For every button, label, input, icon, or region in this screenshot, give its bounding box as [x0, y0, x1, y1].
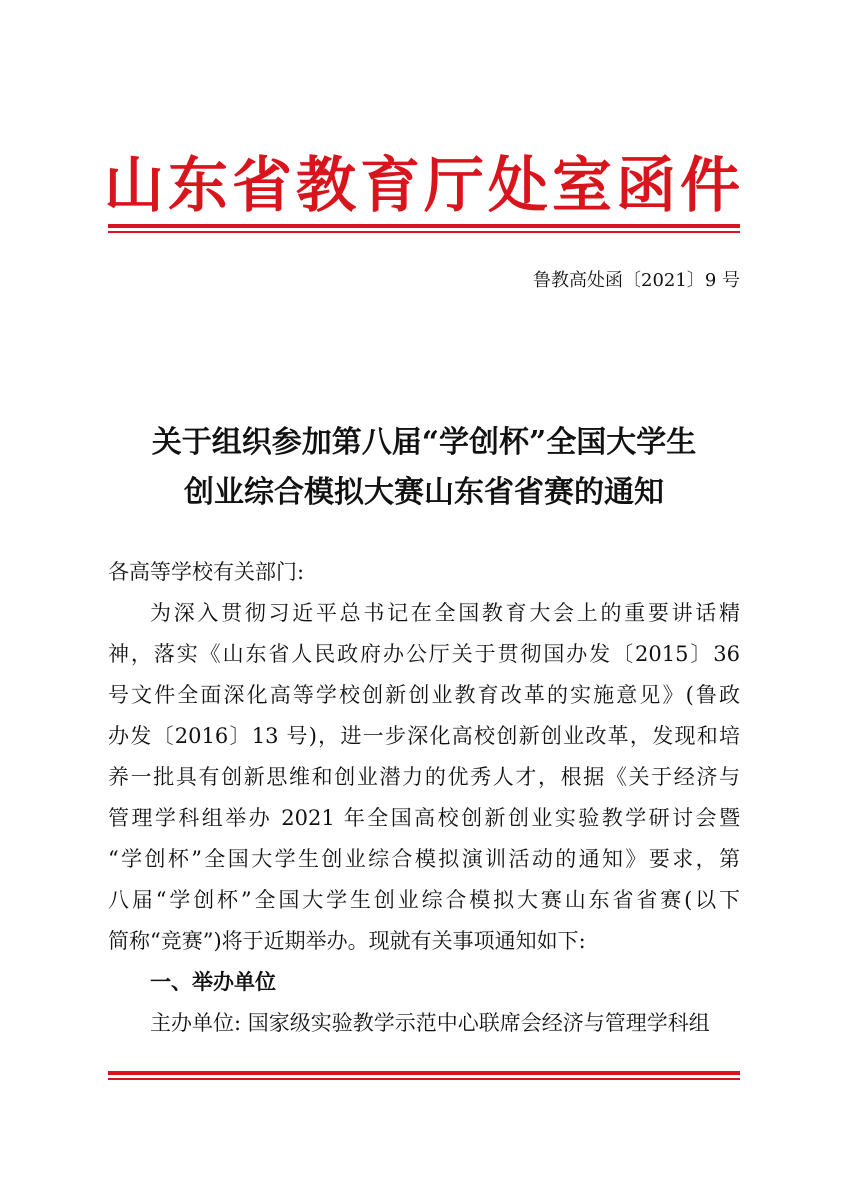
- document-title-line: 关于组织参加第八届“学创杯”全国大学生: [151, 425, 697, 460]
- letterhead-rule-thin: [108, 231, 740, 233]
- paragraph-line: 为深入贯彻习近平总书记在全国教育大会上的重要讲话精: [150, 601, 740, 625]
- paragraph-line: 简称“竞赛”)将于近期举办。现就有关事项通知如下:: [108, 929, 586, 953]
- paragraph-line: 八届“学创杯”全国大学生创业综合模拟大赛山东省省赛(以下: [108, 888, 740, 912]
- letterhead-title: 山东省教育厅处室函件: [104, 151, 744, 221]
- document-title-line: 创业综合模拟大赛山东省省赛的通知: [184, 475, 664, 510]
- salutation: 各高等学校有关部门:: [108, 560, 305, 584]
- paragraph-line: 养一批具有创新思维和创业潜力的优秀人才，根据《关于经济与: [108, 765, 740, 789]
- letterhead-rule-thick: [108, 224, 740, 228]
- paragraph-line: “学创杯”全国大学生创业综合模拟演训活动的通知》要求，第: [108, 847, 740, 871]
- paragraph-line: 号文件全面深化高等学校创新创业教育改革的实施意见》(鲁政: [108, 683, 740, 707]
- document-title: [80, 418, 768, 518]
- paragraph-line: 办发〔2016〕13 号)，进一步深化高校创新创业改革，发现和培: [108, 724, 740, 748]
- section-heading: 一、举办单位: [150, 970, 276, 994]
- document-number: 鲁教高处函〔2021〕9 号: [533, 270, 740, 291]
- paragraph-line: 神，落实《山东省人民政府办公厅关于贯彻国办发〔2015〕36: [108, 642, 740, 666]
- footer-rule-thin: [108, 1078, 740, 1080]
- footer-rule-thick: [108, 1071, 740, 1075]
- paragraph-line: 管理学科组举办 2021 年全国高校创新创业实验教学研讨会暨: [108, 806, 740, 830]
- organizer-line: 主办单位: 国家级实验教学示范中心联席会经济与管理学科组: [150, 1011, 710, 1035]
- document-body: [108, 552, 740, 1044]
